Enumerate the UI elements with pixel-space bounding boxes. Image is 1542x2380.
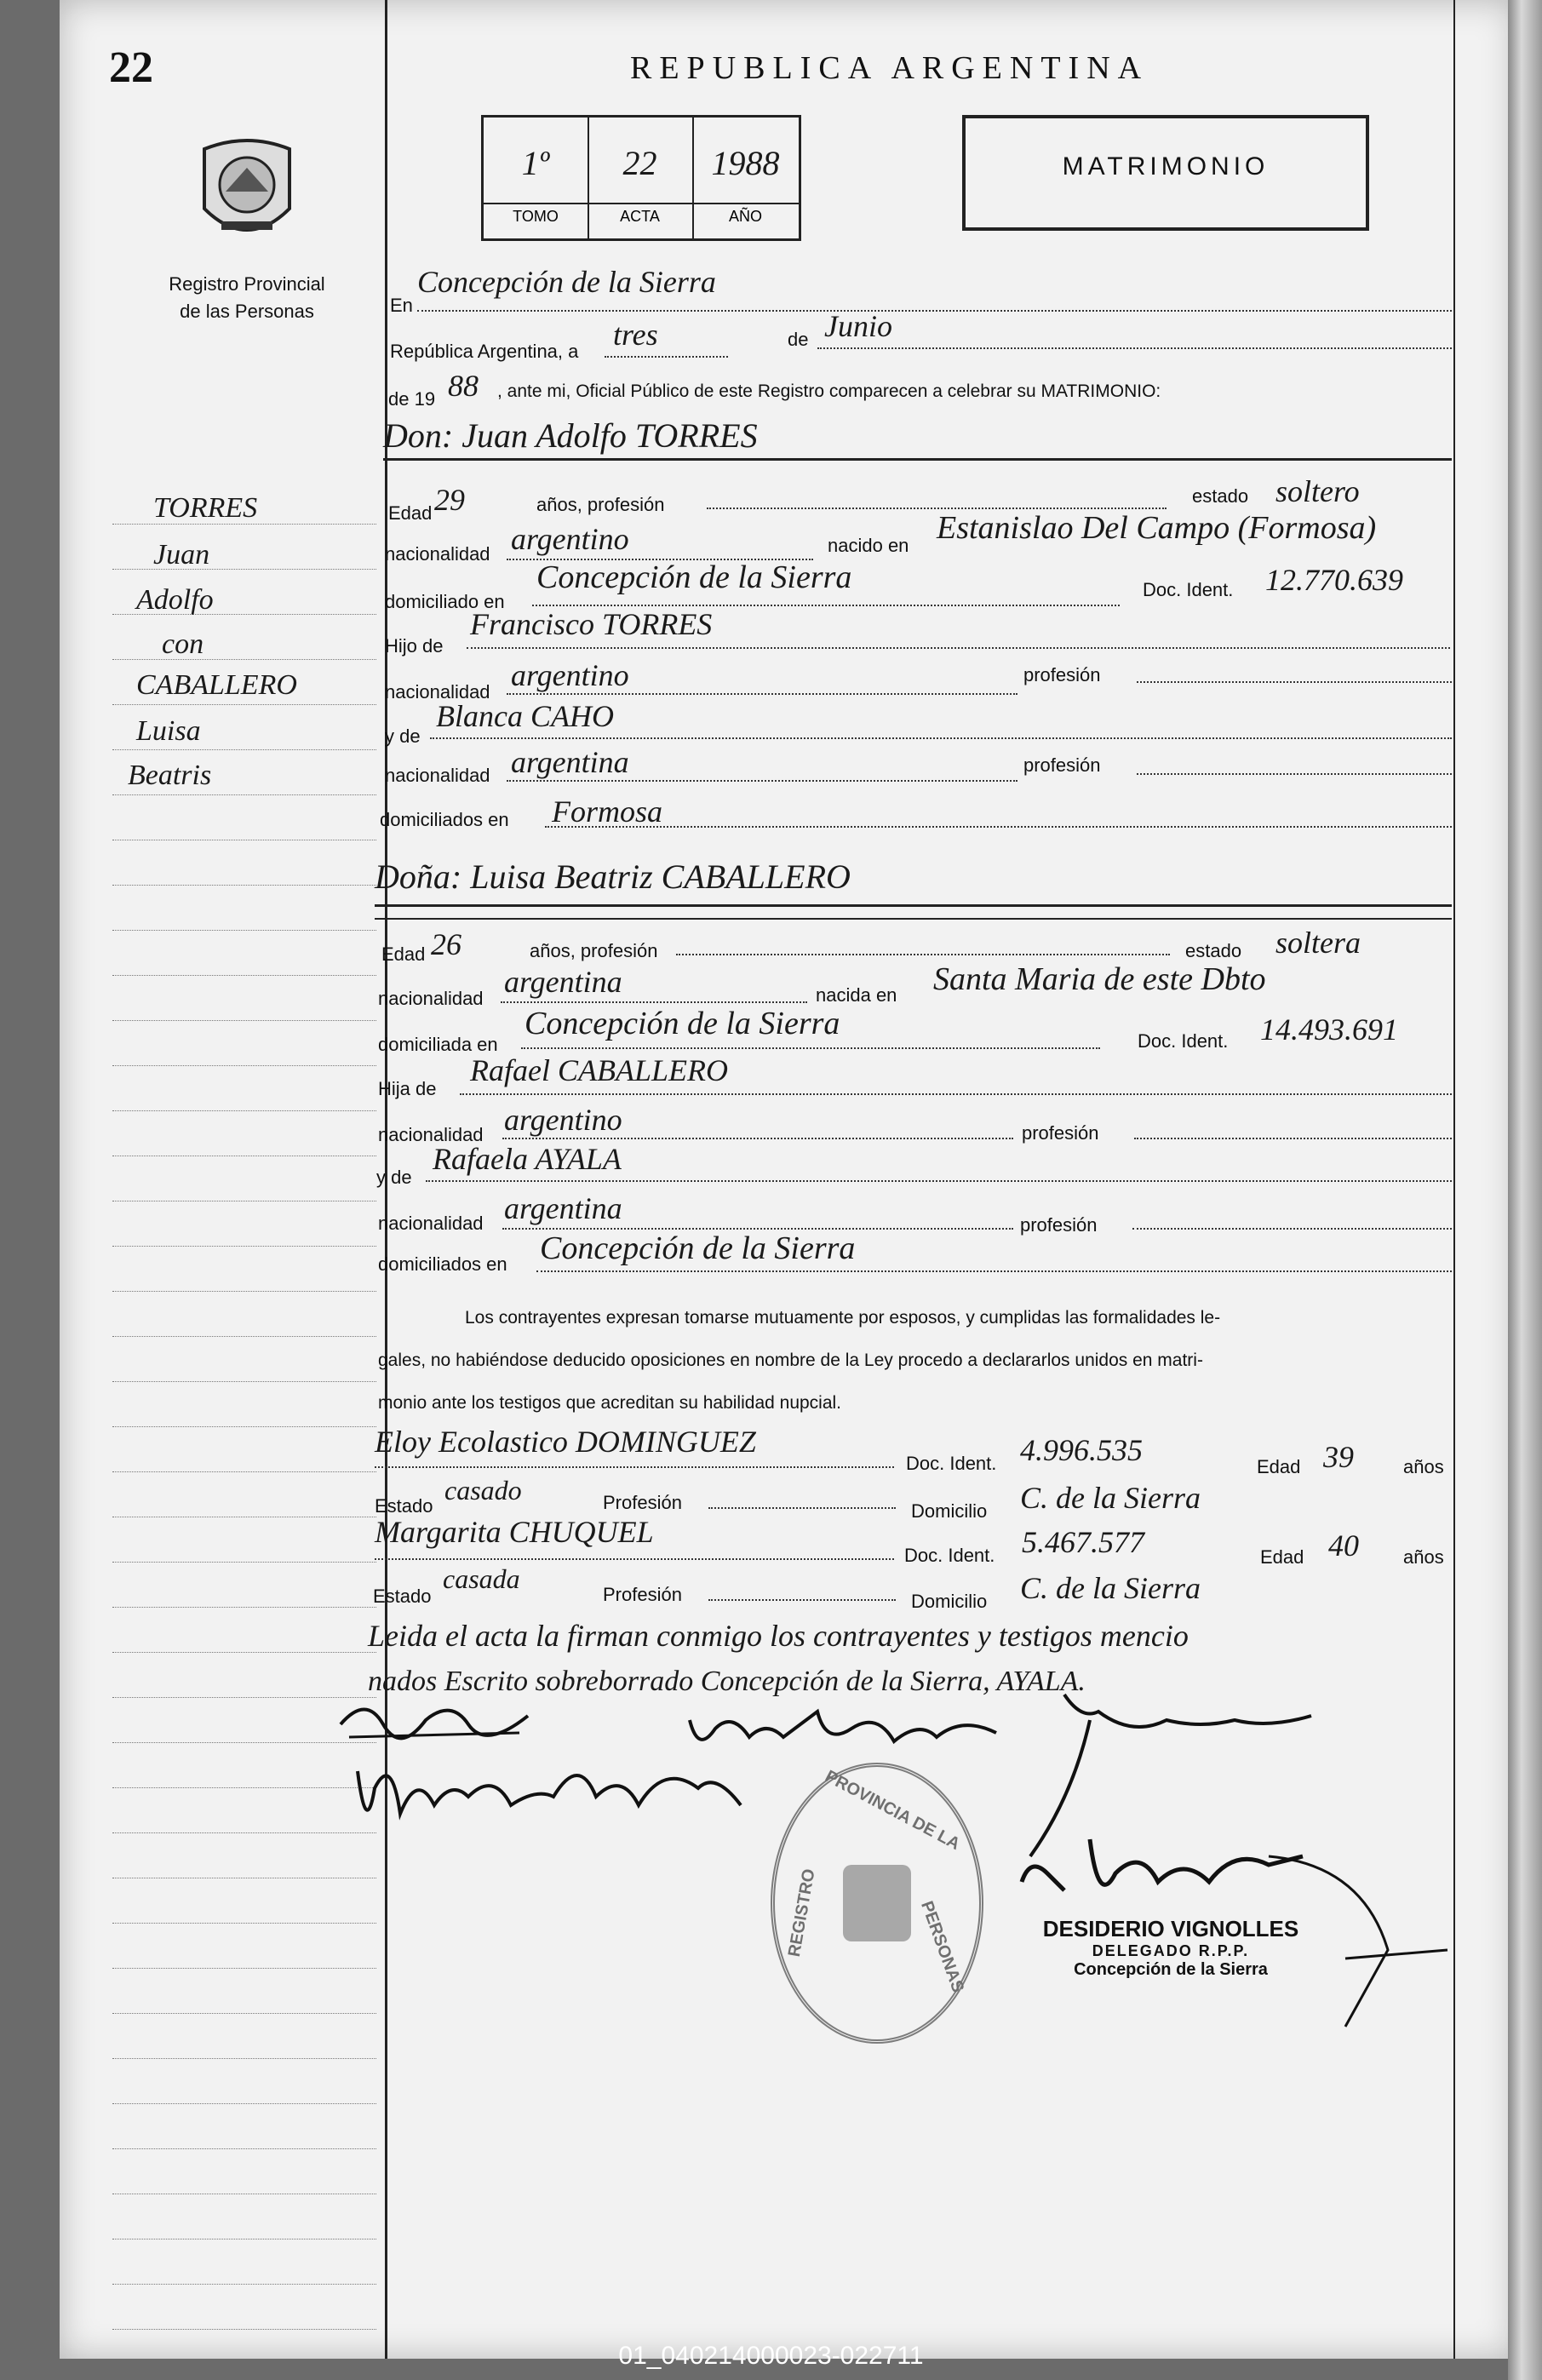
margin-ruled-line	[112, 2103, 376, 2104]
witness-doc-label: Doc. Ident.	[906, 1453, 997, 1474]
dotted-line	[1137, 681, 1452, 683]
de-label: de	[788, 329, 809, 350]
registry-line-2: de las Personas	[180, 301, 314, 322]
dotted-line	[426, 1180, 1452, 1182]
witness-edad-label: Edad	[1260, 1546, 1304, 1568]
witness-estado-label: Estado	[373, 1586, 432, 1607]
margin-ruled-line	[112, 1065, 376, 1066]
bride-doc-label: Doc. Ident.	[1138, 1030, 1229, 1052]
registry-line-1: Registro Provincial	[169, 273, 325, 295]
margin-ruled-line	[112, 659, 376, 660]
closing-line-1: Leida el acta la firman conmigo los contrayentes y testigos mencio	[368, 1619, 1189, 1653]
dotted-line	[605, 356, 728, 358]
month-value: Junio	[824, 309, 892, 343]
margin-name: Juan	[153, 539, 210, 571]
margin-ruled-line	[112, 885, 376, 886]
dotted-line	[375, 1558, 894, 1560]
bride-nac-label: nacionalidad	[378, 988, 484, 1009]
margin-ruled-line	[112, 1923, 376, 1924]
margin-ruled-line	[112, 1426, 376, 1427]
witness-edad-label: Edad	[1257, 1456, 1301, 1477]
republic-label: República Argentina, a	[390, 341, 579, 362]
dotted-line	[417, 310, 1452, 312]
groom-prof-label-2: profesión	[1023, 664, 1101, 685]
bride-nacida: Santa Maria de este Dbto	[933, 961, 1266, 997]
stamp-text-top: PROVINCIA DE LA	[822, 1767, 964, 1855]
declaration-line-2: gales, no habiéndose deducido oposiciones en nombre de la Ley procedo a declararlos unidos en matri-	[378, 1351, 1203, 1370]
ano-label: AÑO	[692, 203, 799, 226]
dotted-line	[460, 1093, 1452, 1095]
margin-ruled-line	[112, 975, 376, 976]
bride-madre-nac: argentina	[504, 1191, 622, 1225]
bride-padre-nac-label: nacionalidad	[378, 1124, 484, 1145]
margin-ruled-line	[112, 2148, 376, 2149]
margin-ruled-line	[112, 1291, 376, 1292]
ano-value: 1988	[711, 144, 780, 182]
groom-yde-label: y de	[385, 725, 421, 747]
bride-domicilio: Concepción de la Sierra	[525, 1006, 840, 1041]
year-prefix: de 19	[388, 388, 436, 410]
section-rule	[375, 904, 1452, 907]
margin-ruled-line	[112, 614, 376, 615]
margin-ruled-line	[112, 1607, 376, 1608]
scan-identifier: 01_040214000023-022711	[618, 2342, 924, 2370]
bride-doc: 14.493.691	[1260, 1012, 1398, 1047]
tomo-label: TOMO	[484, 203, 588, 226]
bride-estado: soltera	[1275, 926, 1361, 960]
margin-ruled-line	[112, 524, 376, 525]
tomo-acta-box	[481, 115, 801, 241]
margin-ruled-line	[112, 2284, 376, 2285]
margin-name: Beatris	[128, 760, 212, 791]
dotted-line	[467, 647, 1450, 649]
ano-cell	[692, 118, 799, 238]
margin-ruled-line	[112, 1381, 376, 1382]
closing-line-2: nados Escrito sobreborrado Concepción de la Sierra, AYALA.	[368, 1666, 1086, 1697]
acta-value: 22	[622, 144, 657, 182]
official-stamp	[771, 1763, 983, 2044]
dotted-line	[507, 780, 1017, 782]
dotted-line	[817, 347, 1452, 349]
margin-ruled-line	[112, 1832, 376, 1833]
witness-1-name: Eloy Ecolastico DOMINGUEZ	[375, 1425, 756, 1459]
stamp-text-left: REGISTRO	[784, 1867, 819, 1958]
acta-label: ACTA	[588, 203, 692, 226]
dotted-line	[545, 826, 1452, 828]
stamp-text-right: PERSONAS	[917, 1898, 968, 1995]
groom-nacido-label: nacido en	[828, 535, 909, 556]
margin-ruled-line	[112, 1020, 376, 1021]
bride-prof-label: años, profesión	[530, 940, 658, 961]
bride-nacionalidad: argentina	[504, 965, 622, 999]
record-type-box	[962, 115, 1369, 231]
province-emblem-icon	[196, 132, 298, 251]
groom-madre-nac-label: nacionalidad	[385, 765, 490, 786]
margin-ruled-line	[112, 930, 376, 931]
witness-1-edad: 39	[1323, 1440, 1354, 1474]
margin-name: Adolfo	[136, 584, 214, 616]
witness-anos-label: años	[1403, 1456, 1444, 1477]
bride-doms-label: domiciliados en	[378, 1253, 507, 1275]
groom-nacido: Estanislao Del Campo (Formosa)	[937, 510, 1377, 546]
groom-doc-label: Doc. Ident.	[1143, 579, 1234, 600]
margin-ruled-line	[112, 749, 376, 750]
bride-madre: Rafaela AYALA	[433, 1142, 622, 1176]
groom-padre-nac: argentino	[511, 658, 629, 692]
groom-madre-nac: argentina	[511, 745, 629, 779]
witness-domicilio-label: Domicilio	[911, 1500, 988, 1522]
witness-domicilio-label: Domicilio	[911, 1591, 988, 1612]
margin-ruled-line	[112, 1562, 376, 1563]
groom-padre-nac-label: nacionalidad	[385, 681, 490, 703]
groom-madre: Blanca CAHO	[436, 699, 614, 733]
witness-1-doc: 4.996.535	[1020, 1433, 1143, 1467]
margin-ruled-line	[112, 794, 376, 795]
dotted-line	[708, 1507, 896, 1509]
place-value: Concepción de la Sierra	[417, 265, 716, 299]
stamp-seal-icon	[843, 1865, 911, 1941]
delegate-place: Concepción de la Sierra	[1074, 1960, 1268, 1979]
delegate-block	[1017, 1916, 1324, 1980]
intro-statement: , ante mi, Oficial Público de este Registro comparecen a celebrar su MATRIMONIO:	[497, 381, 1161, 401]
groom-padres-dom: Formosa	[552, 794, 663, 829]
witness-2-edad: 40	[1328, 1528, 1359, 1563]
dotted-line	[708, 1599, 896, 1601]
margin-ruled-line	[112, 1246, 376, 1247]
margin-ruled-line	[112, 2058, 376, 2059]
witness-1-estado: casado	[444, 1475, 522, 1505]
groom-padre: Francisco TORRES	[470, 607, 713, 641]
dotted-line	[1134, 1138, 1452, 1139]
book-edge	[1508, 0, 1542, 2380]
delegate-title: DELEGADO R.P.P.	[1092, 1942, 1250, 1959]
groom-nac-label: nacionalidad	[385, 543, 490, 565]
groom-domicilio: Concepción de la Sierra	[536, 559, 852, 595]
bride-madre-nac-label: nacionalidad	[378, 1213, 484, 1234]
dotted-line	[676, 954, 1170, 955]
bride-nacida-label: nacida en	[816, 984, 897, 1006]
groom-nacionalidad: argentino	[511, 522, 629, 556]
bride-estado-label: estado	[1185, 940, 1242, 961]
bride-yde-label: y de	[376, 1167, 412, 1188]
witness-anos-label: años	[1403, 1546, 1444, 1568]
margin-ruled-line	[112, 1652, 376, 1653]
bride-signature	[681, 1695, 1005, 1771]
bride-dom-label: domiciliada en	[378, 1034, 498, 1055]
groom-prof-label: años, profesión	[536, 494, 665, 515]
page-number: 22	[109, 43, 153, 92]
en-label: En	[390, 295, 413, 316]
tomo-value: 1º	[521, 144, 550, 182]
delegate-name: DESIDERIO VIGNOLLES	[1042, 1916, 1299, 1941]
day-value: tres	[613, 318, 658, 352]
declaration-line-3: monio ante los testigos que acreditan su habilidad nupcial.	[378, 1393, 842, 1413]
margin-ruled-line	[112, 1787, 376, 1788]
dotted-line	[501, 1001, 807, 1003]
dotted-line	[430, 737, 1452, 739]
margin-ruled-line	[112, 2013, 376, 2014]
groom-dom-label: domiciliado en	[385, 591, 505, 612]
section-rule	[383, 458, 1452, 461]
witness-2-estado: casada	[443, 1563, 520, 1594]
declaration-line-1: Los contrayentes expresan tomarse mutuamente por esposos, y cumplidas las formalidades le-	[465, 1308, 1221, 1328]
witness-2-domicilio: C. de la Sierra	[1020, 1571, 1201, 1605]
groom-doc: 12.770.639	[1265, 563, 1403, 597]
bride-padres-dom: Concepción de la Sierra	[540, 1230, 856, 1266]
dotted-line	[502, 1138, 1013, 1139]
margin-ruled-line	[112, 2329, 376, 2330]
groom-prof-label-3: profesión	[1023, 754, 1101, 776]
margin-name: Luisa	[136, 715, 201, 747]
year-suffix: 88	[448, 369, 479, 403]
bride-prof-label-2: profesión	[1022, 1122, 1099, 1144]
witness-2-doc: 5.467.577	[1022, 1525, 1144, 1559]
witness-2-name: Margarita CHUQUEL	[375, 1515, 654, 1549]
witness-estado-label: Estado	[375, 1495, 433, 1517]
dotted-line	[536, 1270, 1452, 1272]
acta-cell	[588, 118, 694, 238]
groom-estado-label: estado	[1192, 485, 1249, 507]
witness-doc-label: Doc. Ident.	[904, 1545, 995, 1566]
bride-padre-nac: argentino	[504, 1103, 622, 1137]
dotted-line	[375, 1466, 894, 1468]
bride-prof-label-3: profesión	[1020, 1214, 1098, 1236]
margin-ruled-line	[112, 1110, 376, 1111]
dotted-line	[507, 693, 1017, 695]
margin-name: CABALLERO	[136, 669, 297, 701]
witness-profesion-label: Profesión	[603, 1584, 682, 1605]
bride-header: Doña: Luisa Beatriz CABALLERO	[375, 857, 851, 896]
tomo-cell	[484, 118, 589, 238]
bride-hija-label: Hija de	[378, 1078, 437, 1099]
groom-edad: 29	[434, 483, 465, 517]
section-rule	[375, 918, 1452, 920]
groom-doms-label: domiciliados en	[380, 809, 509, 830]
witness-profesion-label: Profesión	[603, 1492, 682, 1513]
bride-padre: Rafael CABALLERO	[470, 1053, 728, 1087]
record-type: MATRIMONIO	[1062, 152, 1270, 181]
margin-ruled-line	[112, 1471, 376, 1472]
dotted-line	[521, 1047, 1100, 1049]
margin-ruled-line	[112, 569, 376, 570]
groom-header: Don: Juan Adolfo TORRES	[383, 416, 758, 455]
dotted-line	[1137, 773, 1452, 775]
dotted-line	[1132, 1228, 1452, 1230]
margin-ruled-line	[112, 704, 376, 705]
groom-estado: soltero	[1275, 474, 1360, 508]
groom-edad-label: Edad	[388, 502, 433, 524]
margin-name: TORRES	[153, 492, 258, 524]
bride-edad: 26	[431, 927, 461, 961]
country-heading: REPUBLICA ARGENTINA	[630, 50, 1149, 86]
margin-ruled-line	[112, 1336, 376, 1337]
witness-1-domicilio: C. de la Sierra	[1020, 1481, 1201, 1515]
registry-name	[145, 271, 349, 325]
bride-edad-label: Edad	[381, 943, 426, 965]
margin-name: con	[162, 628, 204, 660]
groom-hijo-label: Hijo de	[385, 635, 444, 657]
margin-ruled-line	[112, 1968, 376, 1969]
